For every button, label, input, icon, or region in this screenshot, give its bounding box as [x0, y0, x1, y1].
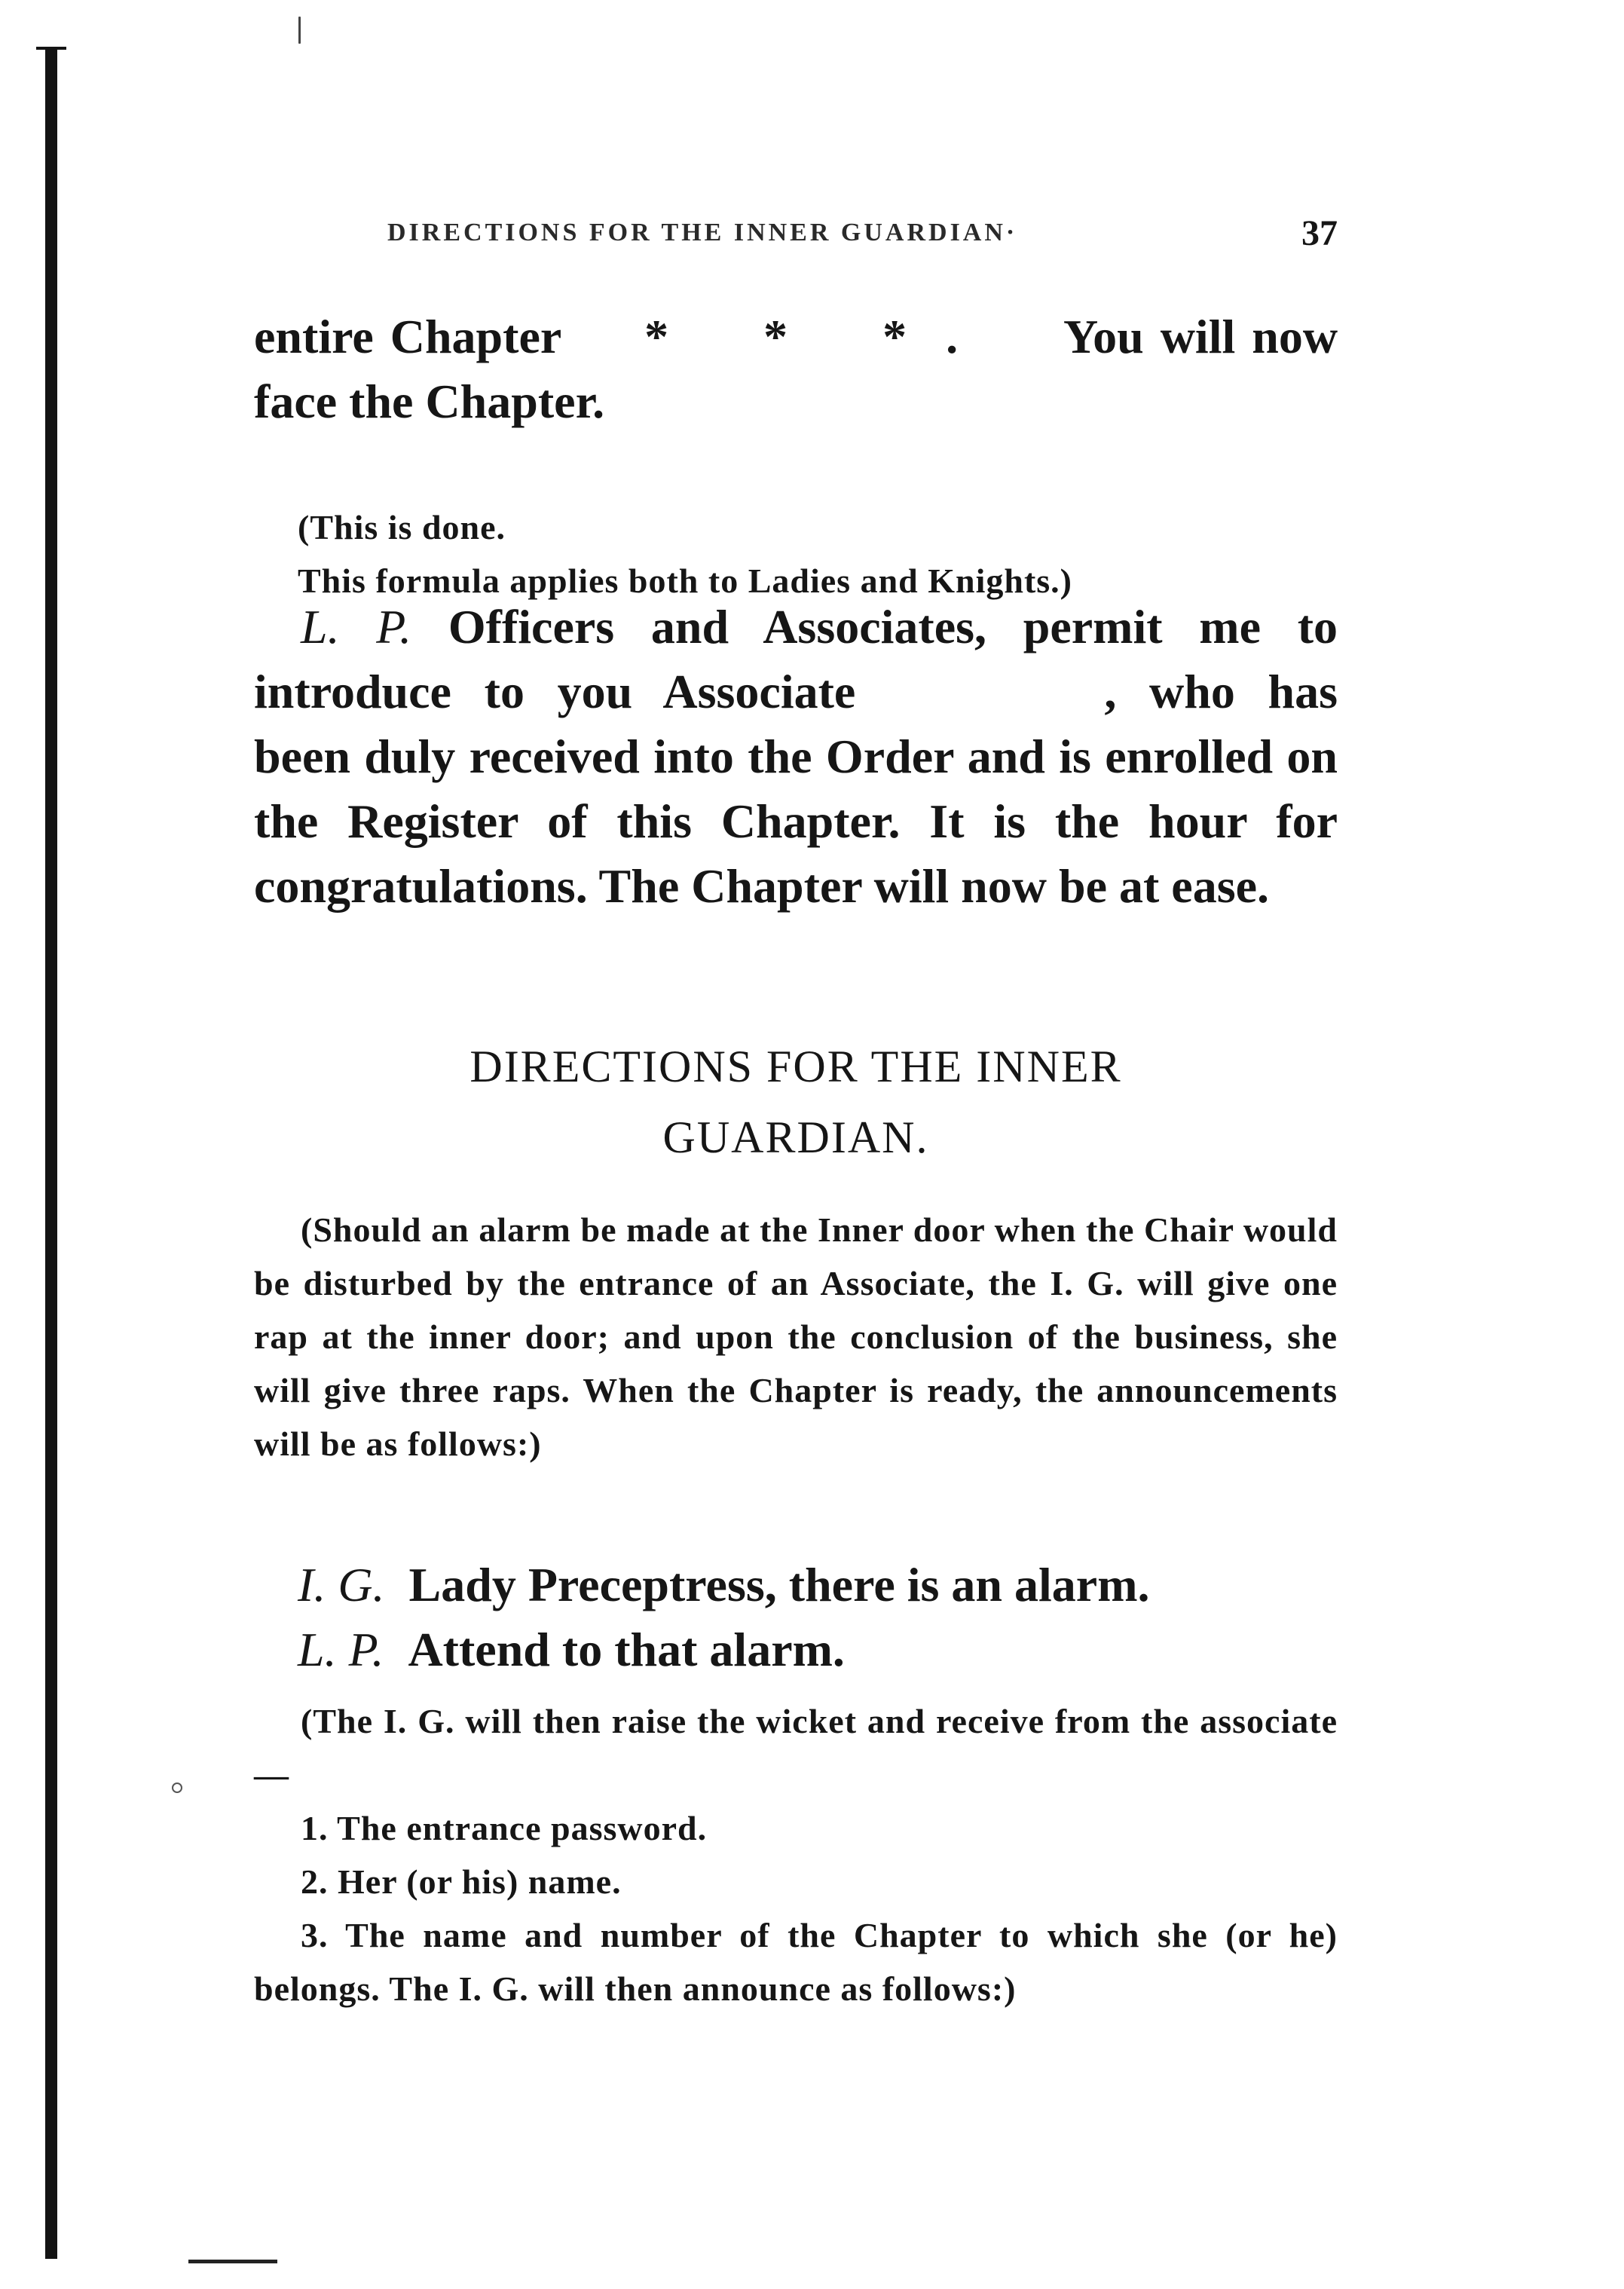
dialogue — [298, 1553, 1338, 1682]
bottom-rule — [188, 2260, 277, 2263]
section-heading-line: GUARDIAN. — [662, 1112, 929, 1162]
page-header — [254, 213, 1338, 253]
list-item: 2. Her (or his) name. — [301, 1862, 622, 1901]
list-item: 3. The name and number of the Chapter to which she (or he) belongs. The I. G. will then announce as follows:) — [254, 1916, 1338, 2008]
scan-speck — [172, 1783, 182, 1793]
dialogue-text: Attend to that alarm. — [408, 1623, 845, 1676]
speaker-label: I. G. — [298, 1558, 385, 1611]
running-head: DIRECTIONS FOR THE INNER GUARDIAN· — [387, 219, 1018, 246]
paragraph-introduction — [254, 595, 1338, 919]
stage-note-intro: (The I. G. will then raise the wicket and receive from the associate— — [254, 1702, 1338, 1794]
dialogue-line — [298, 1553, 1338, 1617]
stage-note — [298, 500, 1338, 607]
stage-note-alarm: (Should an alarm be made at the Inner door when the Chair would be disturbed by the entrance of an Associate, the I. G. will give one rap at the inner door; and upon the conclusion of the business, she will give three raps. When the Chapter is ready, the announcements will be as follows:) — [254, 1210, 1338, 1463]
paragraph-text: You will now face the Chapter. — [254, 310, 1338, 428]
section-heading — [254, 1031, 1338, 1173]
dialogue-line — [298, 1617, 1338, 1682]
scan-speck — [298, 17, 301, 44]
stage-note-line: (This is done. — [298, 508, 506, 546]
speaker-label: L. P. — [298, 1623, 384, 1676]
paragraph-text: , who has been duly received into the Order and is enrolled on the Register of this Chapter. It is the hour for congratulations. The Chapter will now be at ease. — [254, 665, 1338, 913]
paragraph-text: Officers and Associates, permit me to introduce to you Associate — [254, 600, 1338, 718]
dialogue-text: Lady Preceptress, there is an alarm. — [408, 1558, 1150, 1611]
stage-note-wicket — [254, 1694, 1338, 2015]
speaker-label: L. P. — [301, 600, 412, 653]
paragraph-text: entire Chapter — [254, 310, 562, 363]
asterisks: * * *. — [644, 310, 998, 363]
binding-edge — [45, 47, 57, 2259]
section-heading-line: DIRECTIONS FOR THE INNER — [469, 1042, 1122, 1091]
binding-edge-mark — [36, 47, 66, 50]
list-item: 1. The entrance password. — [301, 1809, 708, 1847]
stage-note-line: This formula applies both to Ladies and Knights.) — [298, 562, 1073, 600]
paragraph-closing — [254, 304, 1338, 434]
page-number: 37 — [1301, 213, 1338, 253]
